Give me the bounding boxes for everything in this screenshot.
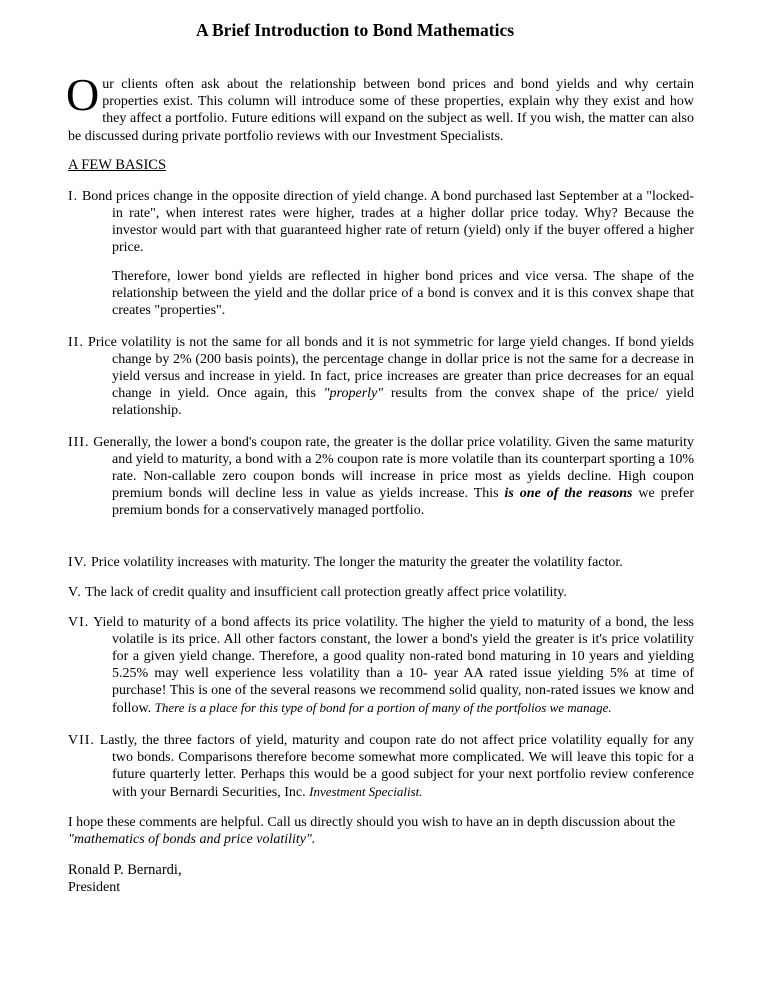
list-item-2 xyxy=(68,334,694,419)
list-item-3 xyxy=(68,434,694,519)
item-emphasis: There is a place for this type of bond for a portion of many of the portfolios we manage. xyxy=(154,700,612,715)
item-emphasis: Investment Specialist. xyxy=(309,784,423,799)
list-item-5 xyxy=(68,584,694,601)
item-text-end: we prefer premium bonds for a conservatively managed portfolio. xyxy=(112,486,695,518)
item-number: VI. xyxy=(68,615,90,630)
signature-role: President xyxy=(68,880,121,895)
item-text: Lastly, the three factors of yield, maturity and coupon rate do not affect price volatility equally for any two bonds. Comparisons therefore become somewhat more complicated. We will leave this topic for a future quarterly letter. Perhaps this would be a good subject for your next portfolio review conference with your Bernardi Securities, Inc. xyxy=(99,733,695,800)
item-number: III. xyxy=(68,435,90,450)
intro-text: ur clients often ask about the relationship between bond prices and bond yields and why certain properties exist. This column will introduce some of these properties, explain why they exist and how they affect a portfolio. Future editions will expand on the subject as well. If you wish, the matter can also be discussed during private portfolio reviews with our Investment Specialists. xyxy=(68,77,694,144)
item-text-end: results from the convex shape of the price/ yield relationship. xyxy=(112,386,695,418)
item-text: Bond prices change in the opposite direction of yield change. A bond purchased last September at a "locked-in rate", when interest rates were higher, trades at a higher dollar price today. Why? Because the investor would part with that guaranteed higher rate of return (yield) only if the buyer offered a higher price. xyxy=(81,189,694,255)
item-text: Generally, the lower a bond's coupon rate, the greater is the dollar price volatility. Given the same maturity and yield to maturity, a bond with a 2% coupon rate is more volatile than its counterpart sporting a 10% rate. Non-callable zero coupon bonds will increase in price most as yields decline. High coupon premium bonds will decline less in value as yields increase. This xyxy=(93,435,695,501)
item-emphasis: "properly" xyxy=(323,386,384,401)
section-heading: A FEW BASICS xyxy=(68,157,167,173)
item-number: I. xyxy=(68,189,79,204)
signature-name: Ronald P. Bernardi, xyxy=(68,862,182,878)
list-item-7 xyxy=(68,732,694,801)
item-number: II. xyxy=(68,335,84,350)
drop-cap: O xyxy=(66,69,100,120)
closing-text: I hope these comments are helpful. Call us directly should you wish to have an in depth discussion about the xyxy=(68,815,676,830)
list-item-1 xyxy=(68,188,694,256)
item-emphasis: is one of the reasons xyxy=(504,486,633,501)
document-title: A Brief Introduction to Bond Mathematics xyxy=(195,20,515,40)
intro-paragraph xyxy=(66,69,694,145)
list-item-4 xyxy=(68,554,694,571)
item-text: The lack of credit quality and insufficient call protection greatly affect price volatility. xyxy=(85,585,567,600)
list-item-6 xyxy=(68,614,694,717)
item-text: Price volatility increases with maturity. The longer the maturity the greater the volatility factor. xyxy=(90,555,623,570)
closing-paragraph xyxy=(68,814,694,848)
item-number: V. xyxy=(68,585,82,600)
item-text: Yield to maturity of a bond affects its price volatility. The higher the yield to maturity of a bond, the less volatile is its price. All other factors constant, the lower a bond's yield the greater is it's price volatility for a given yield change. Therefore, a good quality non-rated bond maturing in 10 years and yielding 5.25% may well experience less volatility than a 10- year AA rated issue yielding 5% at time of purchase! This is one of the several reasons we recommend solid quality, non-rated issues we know and follow. xyxy=(93,615,694,716)
item-number: IV. xyxy=(68,555,88,570)
closing-emphasis: "mathematics of bonds and price volatility". xyxy=(68,832,316,847)
list-item-1-continuation: Therefore, lower bond yields are reflected in higher bond prices and vice versa. The shape of the relationship between the yield and the dollar price of a bond is convex and it is this convex shape that creates "properties". xyxy=(112,269,694,318)
basics-list xyxy=(68,188,694,897)
item-text: Price volatility is not the same for all bonds and it is not symmetric for large yield changes. If bond yields change by 2% (200 basis points), the percentage change in dollar price is not the same for a decrease in yield versus and increase in yield. In fact, price increases are greater than price decreases for an equal change in yield. Once again, this xyxy=(88,335,694,401)
item-number: VII. xyxy=(68,733,95,748)
